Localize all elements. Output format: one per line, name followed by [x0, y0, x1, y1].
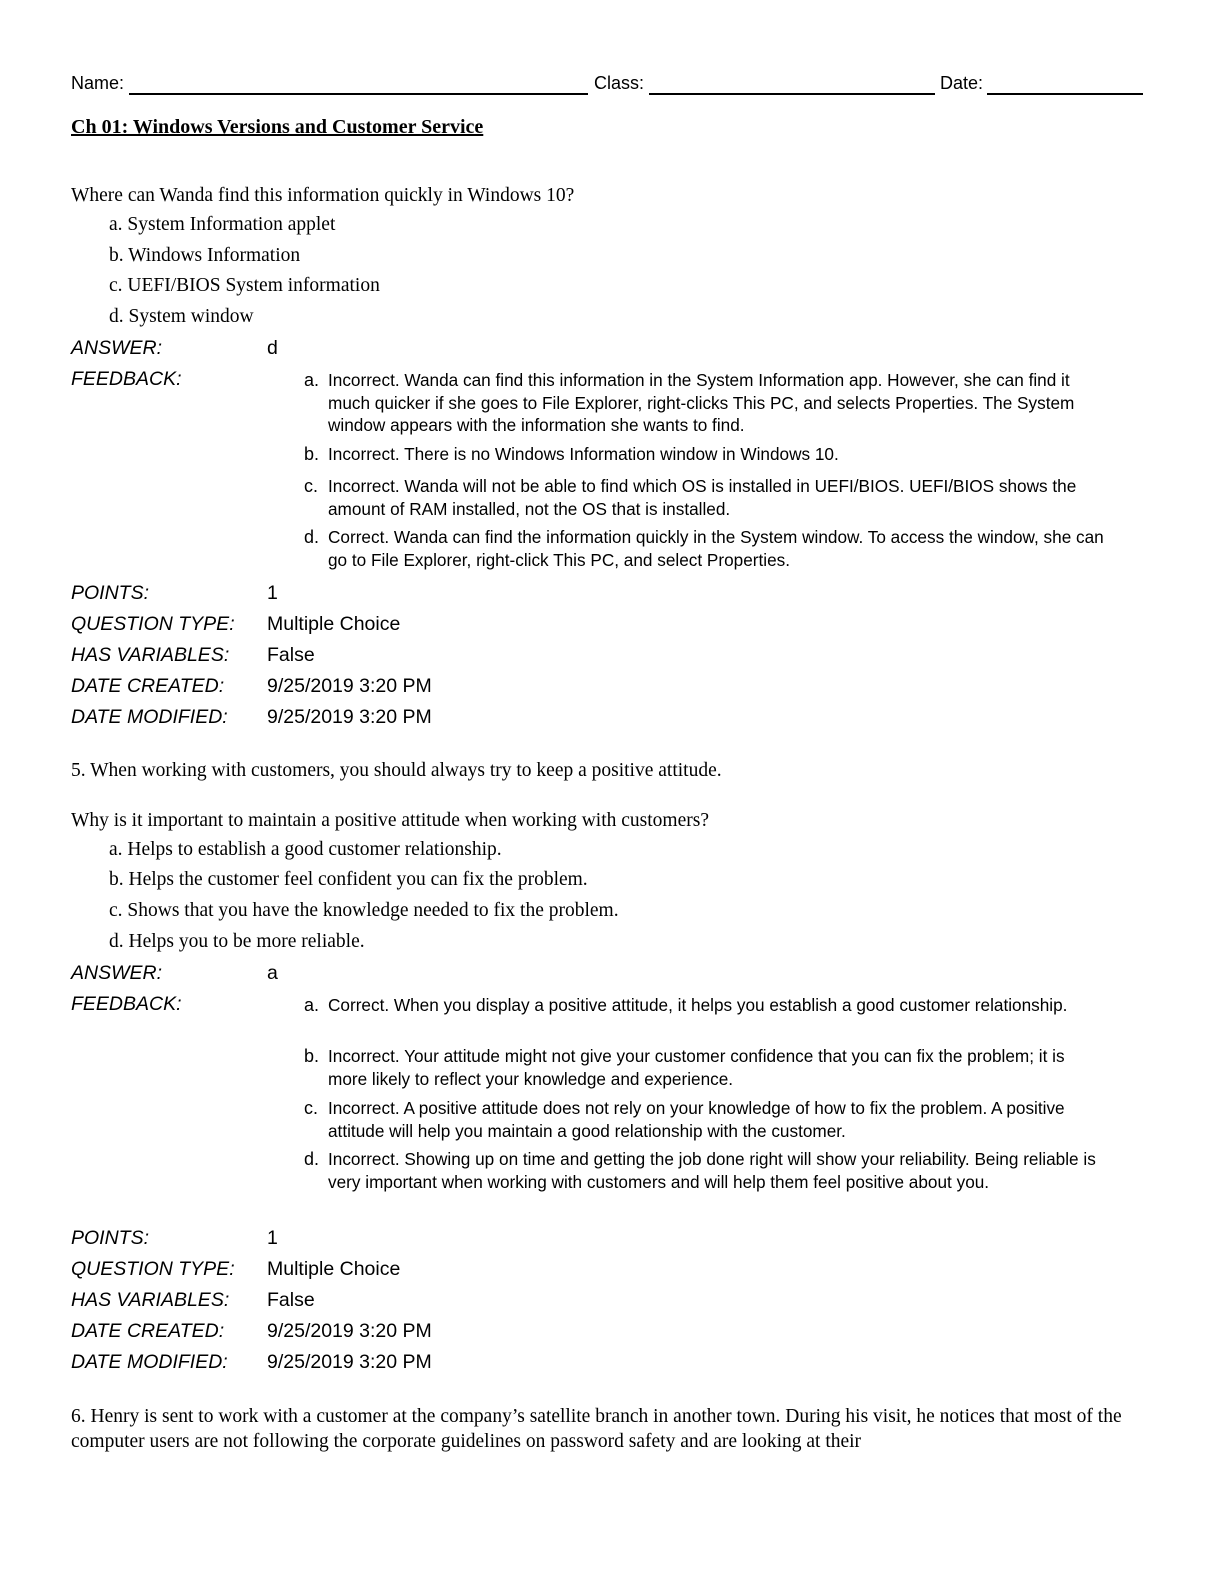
option-text: Windows Information: [128, 245, 301, 266]
feedback-text: Incorrect. Wanda can find this information in the System Information app. However, she can find it much quicker if she goes to File Explorer, right-clicks This PC, and selects Properties. The System window appears with the information she wants to find.: [328, 370, 1075, 435]
date-label: Date:: [940, 73, 984, 93]
feedback-letter: a.: [304, 370, 320, 390]
option-letter: d.: [109, 931, 124, 952]
feedback-text: Correct. Wanda can find the information quickly in the System window. To access the window, she can go to File Explorer, right-click This PC, and select Properties.: [328, 527, 1104, 570]
q4-feedback-b: [304, 443, 1104, 466]
q5-date-modified-label: DATE MODIFIED:: [71, 1351, 228, 1373]
option-text: System window: [128, 306, 254, 327]
q4-points-value: 1: [267, 582, 278, 604]
feedback-text: Correct. When you display a positive attitude, it helps you establish a good customer relationship.: [328, 995, 1068, 1015]
option-letter: b.: [109, 245, 124, 266]
q5-points-label: POINTS:: [71, 1227, 150, 1249]
feedback-letter: a.: [304, 995, 320, 1015]
option-text: Shows that you have the knowledge needed to fix the problem.: [127, 900, 619, 921]
q5-answer-label: ANSWER:: [71, 962, 163, 984]
class-blank-line: [649, 93, 935, 95]
option-letter: c.: [109, 900, 123, 921]
q5-feedback-label: FEEDBACK:: [71, 993, 182, 1015]
feedback-letter: b.: [304, 444, 320, 464]
class-label: Class:: [594, 73, 645, 93]
q5-feedback-d: [304, 1148, 1104, 1193]
worksheet-header: [71, 70, 1143, 98]
date-blank-line: [987, 93, 1143, 95]
q5-option-a: [109, 837, 502, 862]
feedback-text: Incorrect. Your attitude might not give your customer confidence that you can fix the problem; it is more likely to reflect your knowledge and experience.: [328, 1046, 1065, 1089]
q5-option-b: [109, 867, 588, 892]
q6-intro: 6. Henry is sent to work with a customer at the company’s satellite branch in another town. During his visit, he notices that most of the computer users are not following the corporate guidelines on password safety and are looking at their: [71, 1406, 1122, 1452]
option-letter: a.: [109, 839, 123, 860]
q5-has-variables-label: HAS VARIABLES:: [71, 1289, 230, 1311]
q4-question-type-value: Multiple Choice: [267, 613, 401, 635]
q5-feedback-c: [304, 1097, 1104, 1142]
q5-option-c: [109, 898, 619, 923]
q4-feedback-d: [304, 526, 1104, 571]
q5-question-type-label: QUESTION TYPE:: [71, 1258, 235, 1280]
q4-date-created-value: 9/25/2019 3:20 PM: [267, 675, 432, 697]
q5-date-modified-value: 9/25/2019 3:20 PM: [267, 1351, 432, 1373]
option-text: Helps you to be more reliable.: [128, 931, 365, 952]
feedback-text: Incorrect. Wanda will not be able to find which OS is installed in UEFI/BIOS. UEFI/BIOS shows the amount of RAM installed, not the OS that is installed.: [328, 476, 1077, 519]
option-text: UEFI/BIOS System information: [127, 275, 380, 296]
q5-stem: Why is it important to maintain a positive attitude when working with customers?: [71, 810, 709, 831]
q4-feedback-a: [304, 369, 1104, 437]
q4-has-variables-value: False: [267, 644, 315, 666]
option-letter: c.: [109, 275, 123, 296]
feedback-letter: b.: [304, 1046, 320, 1066]
feedback-letter: d.: [304, 527, 320, 547]
q4-option-c: [109, 273, 380, 298]
q4-answer-value: d: [267, 337, 278, 359]
q4-points-label: POINTS:: [71, 582, 150, 604]
q4-has-variables-label: HAS VARIABLES:: [71, 644, 230, 666]
option-letter: d.: [109, 306, 124, 327]
feedback-letter: d.: [304, 1149, 320, 1169]
q4-stem: Where can Wanda find this information quickly in Windows 10?: [71, 185, 575, 206]
q5-option-d: [109, 929, 365, 954]
option-text: System Information applet: [127, 214, 336, 235]
name-blank-line: [129, 93, 588, 95]
option-letter: b.: [109, 869, 124, 890]
q4-feedback-c: [304, 475, 1104, 520]
q4-option-b: [109, 243, 300, 268]
q5-feedback-a: [304, 994, 1104, 1017]
q4-date-modified-value: 9/25/2019 3:20 PM: [267, 706, 432, 728]
feedback-text: Incorrect. A positive attitude does not rely on your knowledge of how to fix the problem. A positive attitude will help you maintain a good relationship with the customer.: [328, 1098, 1065, 1141]
feedback-letter: c.: [304, 476, 319, 496]
q5-date-created-label: DATE CREATED:: [71, 1320, 225, 1342]
q4-feedback-label: FEEDBACK:: [71, 368, 182, 390]
q5-has-variables-value: False: [267, 1289, 315, 1311]
q4-option-d: [109, 304, 254, 329]
option-text: Helps to establish a good customer relationship.: [127, 839, 502, 860]
q4-question-type-label: QUESTION TYPE:: [71, 613, 235, 635]
q5-date-created-value: 9/25/2019 3:20 PM: [267, 1320, 432, 1342]
q5-question-type-value: Multiple Choice: [267, 1258, 401, 1280]
q5-feedback-b: [304, 1045, 1104, 1090]
q5-intro: 5. When working with customers, you should always try to keep a positive attitude.: [71, 760, 722, 781]
feedback-text: Incorrect. There is no Windows Information window in Windows 10.: [328, 444, 839, 464]
name-label: Name:: [71, 73, 125, 93]
q4-answer-label: ANSWER:: [71, 337, 163, 359]
q4-date-modified-label: DATE MODIFIED:: [71, 706, 228, 728]
q4-date-created-label: DATE CREATED:: [71, 675, 225, 697]
feedback-letter: c.: [304, 1098, 319, 1118]
chapter-title: Ch 01: Windows Versions and Customer Service: [71, 116, 484, 138]
q5-points-value: 1: [267, 1227, 278, 1249]
q4-option-a: [109, 212, 335, 237]
q5-answer-value: a: [267, 962, 278, 984]
feedback-text: Incorrect. Showing up on time and getting the job done right will show your reliability. Being reliable is very important when working with customers and will help them feel positive about you.: [328, 1149, 1096, 1192]
option-letter: a.: [109, 214, 123, 235]
option-text: Helps the customer feel confident you can fix the problem.: [128, 869, 588, 890]
